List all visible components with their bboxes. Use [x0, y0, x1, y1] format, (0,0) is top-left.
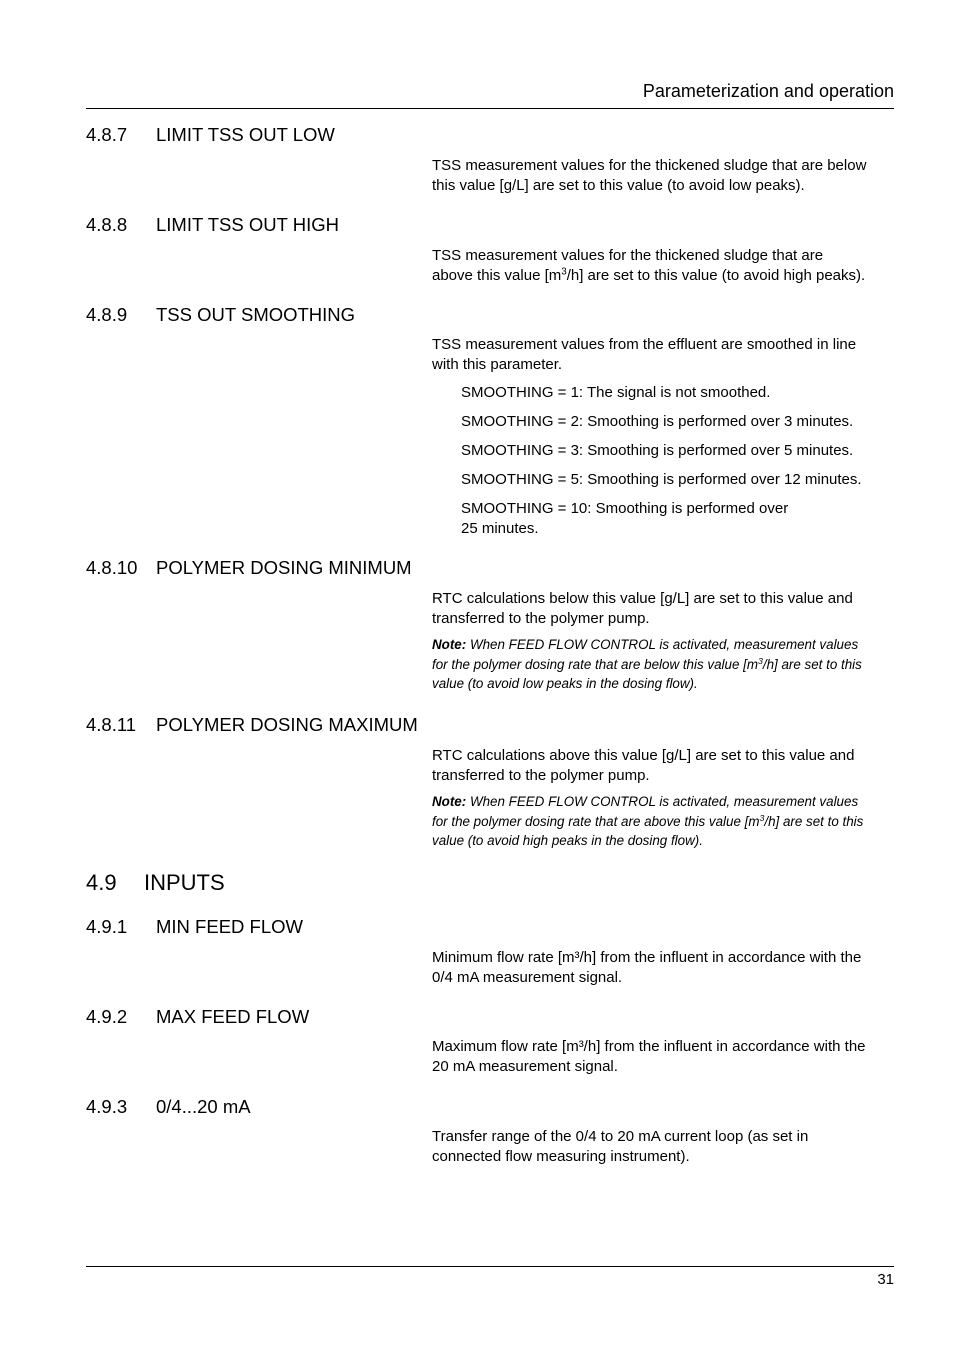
text-line: 0/4 mA measurement signal. [432, 968, 623, 986]
note-label: Note: [432, 794, 467, 809]
text-fragment: for the polymer dosing rate that are below this value [m [432, 656, 759, 672]
heading-4-9-2 [86, 1006, 309, 1028]
text-line [432, 655, 902, 675]
text-line: Minimum flow rate [m³/h] from the influent in accordance with the [432, 949, 862, 966]
text-line: TSS measurement values for the thickened sludge that are below [432, 157, 867, 174]
section-title: POLYMER DOSING MAXIMUM [156, 714, 418, 735]
paragraph-4-8-8 [432, 246, 902, 285]
heading-4-9-3 [86, 1096, 251, 1118]
section-title: MAX FEED FLOW [156, 1006, 310, 1027]
paragraph-4-9-3 [432, 1127, 902, 1166]
text-line: Transfer range of the 0/4 to 20 mA current loop (as set in [432, 1128, 809, 1145]
heading-4-9-1 [86, 916, 303, 938]
paragraph-4-9-2 [432, 1037, 902, 1076]
text-line: SMOOTHING = 10: Smoothing is performed over [461, 500, 789, 517]
section-number: 4.9.3 [86, 1096, 128, 1117]
section-title: POLYMER DOSING MINIMUM [156, 557, 412, 578]
paragraph-4-8-7 [432, 156, 902, 195]
section-number: 4.8.8 [86, 214, 128, 235]
text-fragment: /h] are set to this value (to avoid high peaks). [566, 266, 866, 284]
section-number: 4.8.7 [86, 124, 128, 145]
section-title: TSS OUT SMOOTHING [156, 304, 356, 325]
list-item: SMOOTHING = 1: The signal is not smoothed. [461, 384, 771, 401]
heading-4-8-7 [86, 124, 335, 146]
section-number: 4.9.2 [86, 1006, 128, 1027]
section-number: 4.8.10 [86, 557, 138, 578]
text-line: connected flow measuring instrument). [432, 1147, 690, 1165]
text-line: RTC calculations below this value [g/L] are set to this value and [432, 590, 853, 607]
note-4-8-11 [432, 792, 902, 851]
section-title: LIMIT TSS OUT HIGH [156, 214, 339, 235]
heading-4-8-9 [86, 304, 355, 326]
list-item [461, 499, 901, 538]
text-line: value (to avoid low peaks in the dosing flow). [432, 676, 698, 691]
section-title: 0/4...20 mA [156, 1096, 251, 1117]
superscript: 3 [561, 266, 567, 278]
heading-4-9 [86, 870, 225, 896]
text-line: TSS measurement values from the effluent are smoothed in line [432, 336, 857, 353]
footer-rule [86, 1266, 894, 1267]
text-line [432, 792, 902, 812]
text-line: 25 minutes. [461, 519, 539, 537]
paragraph-4-8-11 [432, 746, 902, 785]
paragraph-4-9-1 [432, 948, 902, 987]
heading-4-8-11 [86, 714, 418, 736]
header-rule [86, 108, 894, 109]
heading-4-8-10 [86, 557, 412, 579]
paragraph-4-8-9 [432, 335, 902, 374]
text-line: Maximum flow rate [m³/h] from the influent in accordance with the [432, 1038, 866, 1055]
text-line: transferred to the polymer pump. [432, 766, 650, 784]
text-line: transferred to the polymer pump. [432, 609, 650, 627]
section-number: 4.8.11 [86, 714, 137, 735]
text-line [432, 266, 902, 286]
text-fragment: When FEED FLOW CONTROL is activated, measurement values [466, 637, 859, 652]
text-line: value (to avoid high peaks in the dosing flow). [432, 833, 703, 848]
text-fragment: /h] are set to this [764, 813, 864, 829]
page-number: 31 [877, 1271, 894, 1288]
text-line [432, 812, 902, 832]
section-title: LIMIT TSS OUT LOW [156, 124, 335, 145]
text-line [432, 635, 902, 655]
text-line: with this parameter. [432, 355, 563, 373]
section-number: 4.9.1 [86, 916, 128, 937]
section-number: 4.9 [86, 870, 117, 895]
text-line: TSS measurement values for the thickened sludge that are [432, 247, 824, 264]
paragraph-4-8-10 [432, 589, 902, 628]
section-title: INPUTS [144, 870, 225, 895]
heading-4-8-8 [86, 214, 339, 236]
section-title: MIN FEED FLOW [156, 916, 303, 937]
section-number: 4.8.9 [86, 304, 128, 325]
running-header: Parameterization and operation [642, 81, 894, 101]
note-label: Note: [432, 637, 467, 652]
text-fragment: /h] are set to this [762, 656, 862, 672]
text-line: 20 mA measurement signal. [432, 1057, 618, 1075]
text-fragment: above this value [m [432, 266, 562, 284]
list-item: SMOOTHING = 2: Smoothing is performed over 3 minutes. [461, 413, 854, 430]
text-line: RTC calculations above this value [g/L] are set to this value and [432, 747, 855, 764]
superscript: 3 [759, 812, 765, 823]
list-item: SMOOTHING = 5: Smoothing is performed over 12 minutes. [461, 471, 862, 488]
list-item: SMOOTHING = 3: Smoothing is performed over 5 minutes. [461, 442, 854, 459]
text-fragment: When FEED FLOW CONTROL is activated, measurement values [466, 794, 859, 809]
text-line: this value [g/L] are set to this value (to avoid low peaks). [432, 176, 805, 194]
text-fragment: for the polymer dosing rate that are above this value [m [432, 813, 760, 829]
note-4-8-10 [432, 635, 902, 694]
superscript: 3 [758, 655, 763, 666]
